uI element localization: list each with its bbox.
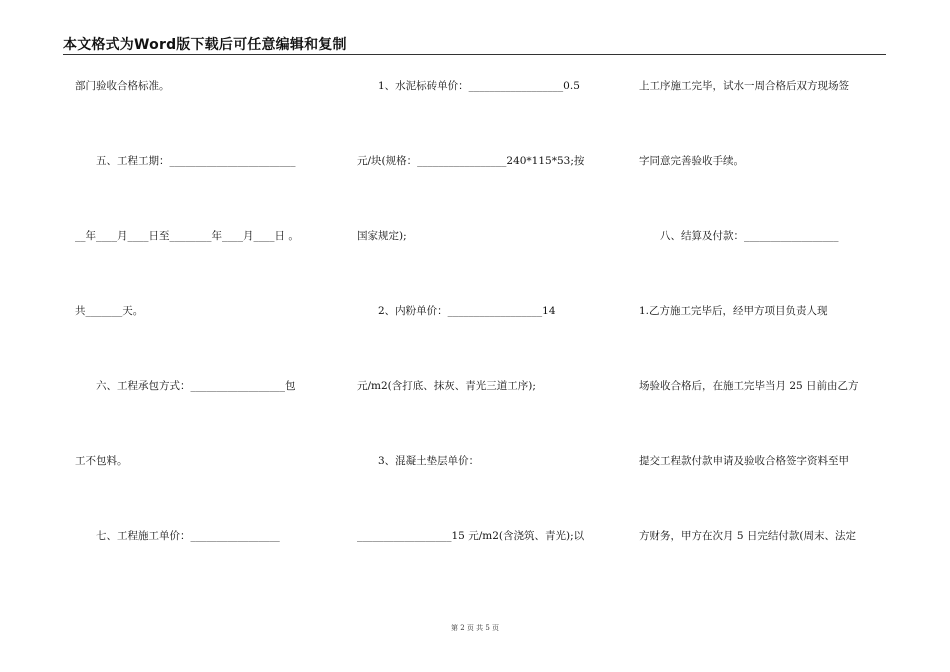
text-line: 2、内粉单价：__________________14 xyxy=(357,305,556,317)
text-line: 五、工程工期：________________________ xyxy=(75,155,296,167)
header-divider xyxy=(63,54,886,55)
text-line: 八、结算及付款：__________________ xyxy=(639,230,839,242)
page-number-footer: 第 2 页 共 5 页 xyxy=(450,624,500,632)
text-line: 工不包料。 xyxy=(75,455,128,467)
text-column-right xyxy=(639,62,886,622)
text-line: __年____月____日至________年____月____日 。 xyxy=(75,230,299,242)
text-line: 提交工程款付款申请及验收合格签字资料至甲 xyxy=(639,455,849,467)
text-line: 元/块(规格：_________________240*115*53;按 xyxy=(357,155,585,167)
text-line: 方财务，甲方在次月 5 日完结付款(周末、法定 xyxy=(639,530,856,542)
text-line: 国家规定); xyxy=(357,230,407,242)
text-line: 共_______天。 xyxy=(75,305,144,317)
text-column-left xyxy=(75,62,330,622)
text-line: 场验收合格后，在施工完毕当月 25 日前由乙方 xyxy=(639,380,859,392)
text-line: 部门验收合格标准。 xyxy=(75,80,170,92)
document-header-title: 本文格式为Word版下载后可任意编辑和复制 xyxy=(63,37,347,53)
text-line: 七、工程施工单价：_________________ xyxy=(75,530,280,542)
text-line: __________________15 元/m2(含浇筑、青光);以 xyxy=(357,530,585,542)
text-line: 六、工程承包方式：__________________包 xyxy=(75,380,296,392)
text-line: 1、水泥标砖单价：__________________0.5 xyxy=(357,80,580,92)
text-column-middle xyxy=(357,62,602,622)
text-line: 1.乙方施工完毕后，经甲方项目负责人现 xyxy=(639,305,828,317)
text-line: 字同意完善验收手续。 xyxy=(639,155,744,167)
text-line: 上工序施工完毕，试水一周合格后双方现场签 xyxy=(639,80,849,92)
text-line: 元/m2(含打底、抹灰、青光三道工序); xyxy=(357,380,536,392)
text-line: 3、混凝土垫层单价： xyxy=(357,455,480,467)
